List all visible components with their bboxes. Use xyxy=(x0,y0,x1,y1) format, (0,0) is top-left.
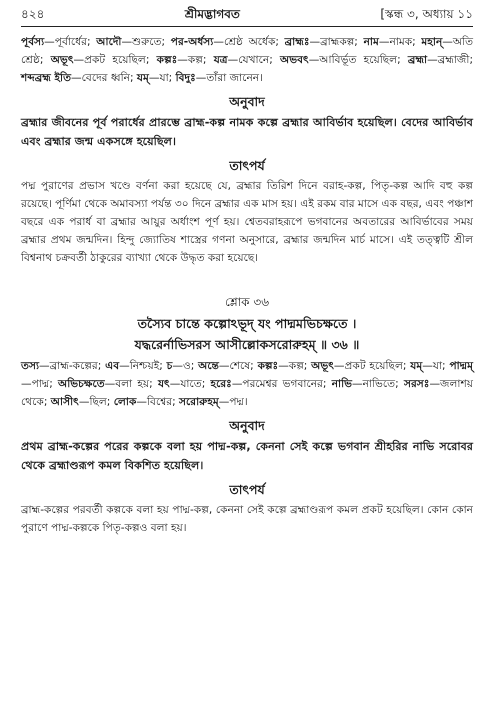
synonym-meaning: অতি শ্রেষ্ঠ; xyxy=(21,36,474,66)
verse-line-1: তস্যৈব চান্তে কল্পোঽভূদ্ যং পাদ্মমভিচক্ষতে । xyxy=(137,316,357,331)
synonym-meaning: যাতে; xyxy=(180,378,206,390)
synonyms-paragraph-36: তস্য—ব্রাহ্ম-কল্পের; এব—নিশ্চয়ই; চ—ও; অন্তে—শেষে; কল্পঃ—কল্প; অভূৎ—প্রকট হয়েছিল; যম্—যা; পাদ্মম্—পাদ্ম; অভিচক্ষতে—বলা হয়; যৎ—যাতে; হরেঃ—পরমেশ্বর ভগবানের; নাভি—নাভিতে; সরসঃ—জলাশয় থেকে; আসীৎ—ছিল; লোক—বিশ্বের; সরোরুহম্—পদ্ম। xyxy=(21,360,473,408)
synonym-meaning: আবির্ভূত হয়েছিল; xyxy=(319,54,401,66)
synonym-meaning: শ্রেষ্ঠ অর্ধেক; xyxy=(223,36,279,48)
translation-heading: অনুবাদ xyxy=(229,94,265,109)
synonym-term: নাম xyxy=(363,36,379,48)
synonym-term: পূর্বস্য xyxy=(21,36,45,48)
synonym-meaning: ছিল; xyxy=(89,396,111,408)
synonym-term: লোক xyxy=(113,396,137,408)
synonym-term: ব্রহ্মা xyxy=(407,54,428,66)
synonym-term: কল্পঃ xyxy=(156,54,178,66)
synonym-term: নাভি xyxy=(331,378,353,390)
purport-35: পদ্ম পুরাণের প্রভাস খণ্ডে বর্ণনা করা হয়েছে যে, ব্রহ্মার তিরিশ দিনে বরাহ-কল্প, পিতৃ-কল্প আদি বহু কল্প রয়েছে। পূর্ণিমা থেকে অমাবস্যা পর্যন্ত ৩০ দিনে ব্রহ্মার এক মাস হয়। এই রকম বার মাসে এক বছর, এবং পঞ্চাশ বছরে এক পরার্ধ বা ব্রহ্মার আয়ুর অর্ধাংশ পূর্ণ হয়। শ্বেতবরাহরূপে ভগবানের অবতারের আবির্ভাবের সময় ব্রহ্মার প্রথম জন্মদিন। হিন্দু জ্যোতিষ শাস্ত্রের গণনা অনুসারে, ব্রহ্মার জন্মদিন মার্চ মাসে। এই তত্ত্বটি শ্রীল বিশ্বনাথ চক্রবর্তী ঠাকুরের ব্যাখ্যা থেকে উদ্ধৃত করা হয়েছে। xyxy=(21,180,473,264)
synonym-term: অভূৎ xyxy=(311,360,334,372)
synonym-term: তস্য xyxy=(21,360,40,372)
synonym-term: হরেঃ xyxy=(210,378,232,390)
verse-number: শ্লোক ৩৬ xyxy=(225,295,269,309)
synonym-meaning: কল্প; xyxy=(288,360,308,372)
purport-heading: তাৎপর্য xyxy=(229,482,265,497)
synonym-meaning: পাদ্ম; xyxy=(31,378,53,390)
header-rule xyxy=(21,26,473,27)
verse-line-2: যদ্ধরের্নাভিসরস আসীল্লোকসরোরুহম্ ॥ ৩৬ ॥ xyxy=(134,337,360,352)
synonym-term: সরসঃ xyxy=(403,378,430,390)
book-title: শ্রীমদ্ভাগবত xyxy=(184,7,240,21)
synonym-meaning: যা; xyxy=(159,72,173,84)
synonym-meaning: নাভিতে; xyxy=(362,378,399,390)
synonym-term: যত্র xyxy=(213,54,228,66)
synonym-meaning: পরমেশ্বর ভগবানের; xyxy=(242,378,327,390)
synonym-meaning: ও; xyxy=(182,360,195,372)
synonym-meaning: ব্রহ্মাজী; xyxy=(437,54,474,66)
synonyms-paragraph-35: পূর্বস্য—পূর্বার্ধের; আদৌ—শুরুতে; পর-অর্ধস্য—শ্রেষ্ঠ অর্ধেক; ব্রাহ্মঃ—ব্রাহ্মকল্প; নাম—নামক; মহান্—অতি শ্রেষ্ঠ; অভূৎ—প্রকট হয়েছিল; কল্পঃ—কল্প; যত্র—যেখানে; অভবৎ—আবির্ভূত হয়েছিল; ব্রহ্মা—ব্রহ্মাজী; শব্দব্রহ্ম ইতি—বেদের ধ্বনি; যম্—যা; বিদুঃ—তাঁরা জানেন। xyxy=(21,36,474,84)
synonym-term: যম্ xyxy=(136,72,149,84)
synonym-term: শব্দব্রহ্ম ইতি xyxy=(21,72,72,84)
synonym-term: এব xyxy=(105,360,120,372)
page-number: ৪২৪ xyxy=(21,7,45,21)
synonym-term: চ xyxy=(166,360,173,372)
synonym-meaning: কল্প; xyxy=(187,54,207,66)
synonym-term: অভূৎ xyxy=(50,54,74,66)
synonym-term: অন্তে xyxy=(198,360,219,372)
synonym-term: মহান্ xyxy=(421,36,443,48)
synonym-meaning: শুরুতে; xyxy=(132,36,166,48)
synonym-meaning: বেদের ধ্বনি; xyxy=(81,72,134,84)
synonym-meaning: ব্রাহ্মকল্প; xyxy=(320,36,358,48)
chapter-reference: [স্কন্ধ ৩, অধ্যায় ১১ xyxy=(380,7,473,21)
synonym-meaning: যা; xyxy=(432,360,446,372)
translation-36: প্রথম ব্রাহ্ম-কল্পের পরের কল্পকে বলা হয় পাদ্ম-কল্প, কেননা সেই কল্পে ভগবান শ্রীহরির নাভি সরোবর থেকে ব্রহ্মাণ্ডরূপ কমল বিকশিত হয়েছিল। xyxy=(21,440,473,472)
synonym-meaning: বিশ্বের; xyxy=(147,396,176,408)
page-header xyxy=(21,6,473,22)
synonym-meaning: নামক; xyxy=(389,36,416,48)
synonym-term: পর-অর্ধস্য xyxy=(170,36,214,48)
translation-heading: অনুবাদ xyxy=(229,418,265,433)
synonym-term: ব্রাহ্মঃ xyxy=(284,36,310,48)
synonym-term: বিদুঃ xyxy=(175,72,196,84)
synonym-term: পাদ্মম্ xyxy=(449,360,473,372)
purport-heading: তাৎপর্য xyxy=(229,158,265,173)
synonym-term: আদৌ xyxy=(96,36,122,48)
synonym-meaning: শেষে; xyxy=(229,360,254,372)
synonym-meaning: পূর্বার্ধের; xyxy=(54,36,91,48)
synonym-meaning: প্রকট হয়েছিল; xyxy=(344,360,407,372)
synonym-meaning: পদ্ম। xyxy=(229,396,248,408)
synonym-term: আসীৎ xyxy=(50,396,79,408)
synonym-term: যৎ xyxy=(157,378,170,390)
synonym-meaning: জলাশয় থেকে; xyxy=(21,378,473,408)
translation-35: ব্রহ্মার জীবনের পূর্ব পরার্ধের প্রারম্ভে ব্রাহ্ম-কল্প নামক কল্পে ব্রহ্মার আবির্ভাব হয়েছিল। বেদের আবির্ভাব এবং ব্রহ্মার জন্ম একসঙ্গে হয়েছিল। xyxy=(21,116,473,148)
synonym-meaning: ব্রাহ্ম-কল্পের; xyxy=(49,360,102,372)
synonym-meaning: তাঁরা জানেন। xyxy=(206,72,263,84)
synonym-term: অভিচক্ষতে xyxy=(58,378,105,390)
synonym-meaning: বলা হয়; xyxy=(115,378,153,390)
synonym-term: অভবৎ xyxy=(280,54,309,66)
synonym-meaning: নিশ্চয়ই; xyxy=(129,360,163,372)
synonym-meaning: প্রকট হয়েছিল; xyxy=(84,54,150,66)
synonym-term: কল্পঃ xyxy=(257,360,279,372)
synonym-term: যম্ xyxy=(410,360,423,372)
synonym-term: সরোরুহম্ xyxy=(179,396,219,408)
synonym-meaning: যেখানে; xyxy=(238,54,273,66)
purport-36: ব্রাহ্ম-কল্পের পরবর্তী কল্পকে বলা হয় পাদ্ম-কল্প, কেননা সেই কল্পে ব্রহ্মাণ্ডরূপ কমল প্রকট হয়েছিল। কোন কোন পুরাণে পাদ্ম-কল্পকে পিতৃ-কল্পও বলা হয়। xyxy=(21,504,474,534)
